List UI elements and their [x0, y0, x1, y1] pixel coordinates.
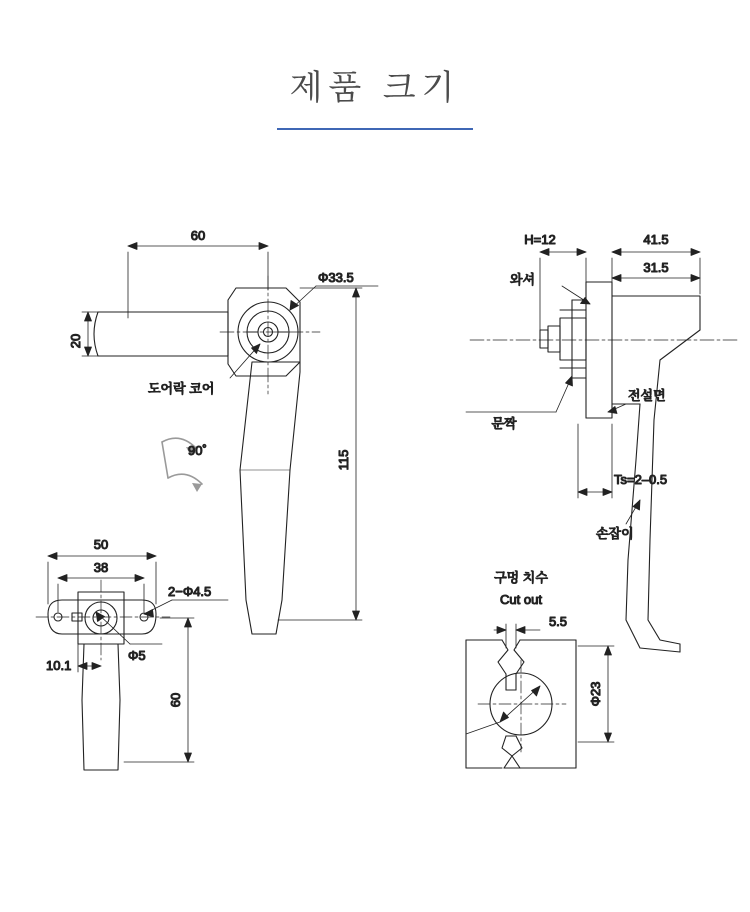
dim-phi5-label: Φ5: [128, 648, 146, 663]
dim-5-5-label: 5.5: [548, 614, 568, 629]
dim-41-5-label: 41.5: [643, 232, 669, 247]
cutout-centerlines: [478, 660, 566, 752]
dim-60b-group: [124, 618, 194, 762]
dim-20-label: 20: [68, 333, 83, 349]
note-door-label: 전설면: [628, 388, 666, 403]
side-view-geometry: [540, 282, 700, 652]
dim-20-group: [82, 312, 102, 356]
dim-10-1-label: 10.1: [46, 658, 72, 673]
dim-h12-label: H=12: [524, 232, 556, 247]
note-core-label: 도어락 코어: [148, 381, 215, 396]
dim-phi33-5-group: [290, 286, 378, 310]
front-view-geometry: [94, 288, 300, 634]
dim-60b-label: 60: [168, 692, 183, 708]
dim-38-label: 38: [93, 560, 109, 575]
dim-31-5-group: [612, 275, 700, 282]
note-core-group: [230, 344, 260, 378]
note-rotate-label: 90˚: [188, 443, 207, 458]
dim-10-1-group: [78, 644, 101, 672]
note-door-group: [608, 404, 626, 414]
dim-50-label: 50: [93, 537, 109, 552]
dim-60-group: [128, 243, 268, 319]
dim-60-label: 60: [190, 228, 206, 243]
cutout-title-en: Cut out: [500, 592, 542, 607]
note-handle-label: 손잡이: [596, 526, 634, 541]
dim-phi33-5-label: Φ33.5: [318, 270, 354, 285]
cutout-title-ko: 구멍 치수: [494, 570, 548, 585]
note-install-group: [466, 376, 573, 412]
note-install-label: 문짝: [491, 416, 517, 431]
note-washer-label: 와셔: [510, 272, 536, 287]
dim-phi23-group: [466, 686, 540, 734]
page-title: 제품 크기: [289, 69, 461, 107]
dim-2phi45-group: [144, 600, 228, 617]
dim-2phi45-label: 2−Φ4.5: [168, 584, 212, 599]
dim-ts-label: Ts=2–0.5: [614, 472, 668, 487]
dim-31-5-label: 31.5: [643, 260, 669, 275]
dim-ts-group: [578, 424, 612, 498]
dim-115-label: 115: [336, 449, 351, 471]
dim-27-5-label: Φ23: [588, 681, 603, 707]
